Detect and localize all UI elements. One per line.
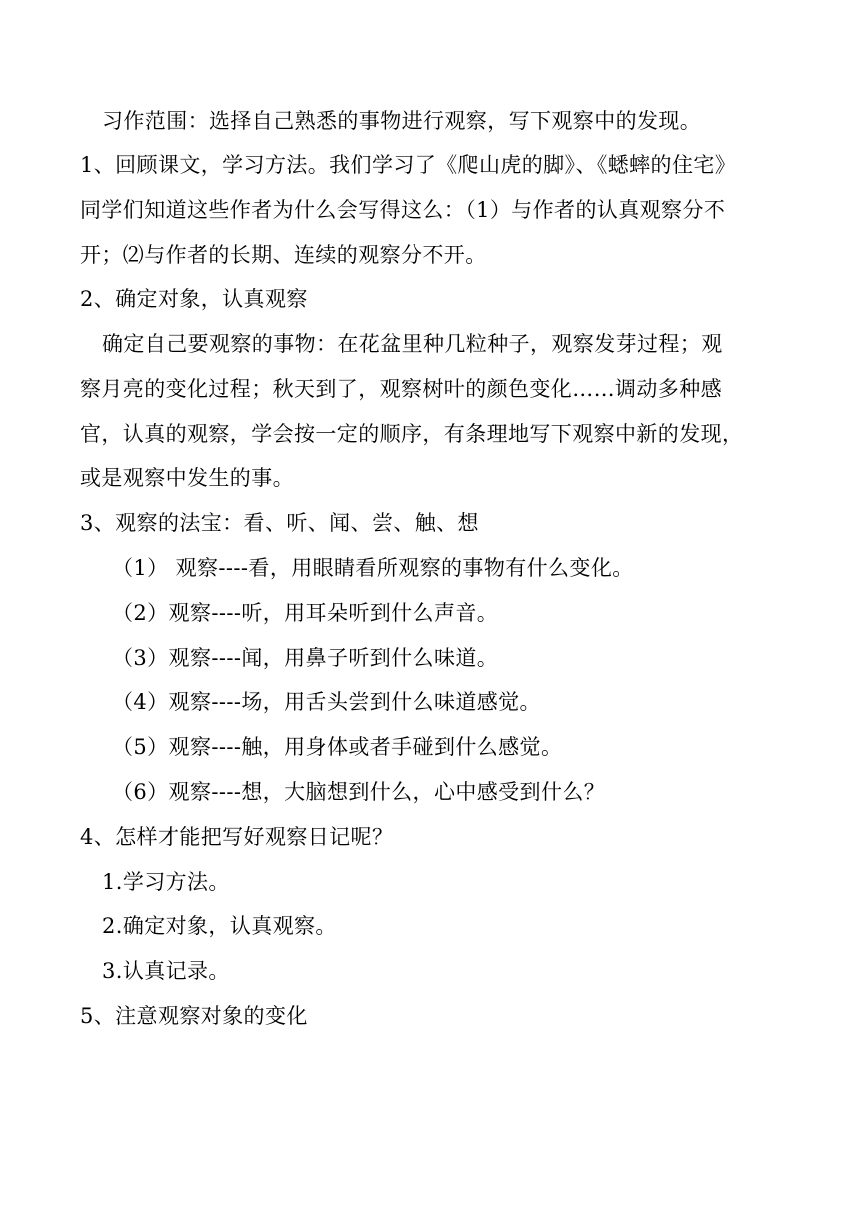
- section-3-item-3: （3）观察----闻，用鼻子听到什么味道。: [112, 646, 499, 670]
- section-3-heading: 3、观察的法宝：看、听、闻、尝、触、想: [80, 511, 479, 535]
- section-3-item-4: （4）观察----场，用舌头尝到什么味道感觉。: [112, 690, 541, 714]
- section-5-heading: 5、注意观察对象的变化: [80, 1004, 308, 1028]
- section-1-line-3: 开；⑵与作者的长期、连续的观察分不开。: [80, 243, 487, 267]
- section-4-item-1: 1.学习方法。: [102, 870, 230, 894]
- section-2-line-1: 确定自己要观察的事物：在花盆里种几粒种子，观察发芽过程；观: [102, 332, 723, 356]
- section-3-item-1: （1） 观察----看，用眼睛看所观察的事物有什么变化。: [112, 556, 634, 580]
- section-4-item-3: 3.认真记录。: [102, 959, 230, 983]
- section-2-line-4: 或是观察中发生的事。: [80, 466, 294, 490]
- intro-paragraph: 习作范围：选择自己熟悉的事物进行观察，写下观察中的发现。: [102, 109, 702, 133]
- section-1-line-1: 1、回顾课文，学习方法。我们学习了《爬山虎的脚》、《蟋蟀的住宅》: [80, 153, 737, 177]
- section-3-item-6: （6）观察----想，大脑想到什么，心中感受到什么？: [112, 780, 606, 804]
- section-4-item-2: 2.确定对象，认真观察。: [102, 914, 337, 938]
- section-4-heading: 4、怎样才能把写好观察日记呢？: [80, 825, 394, 849]
- section-2-line-3: 官，认真的观察，学会按一定的顺序，有条理地写下观察中新的发现，: [80, 422, 744, 446]
- section-3-item-2: （2）观察----听，用耳朵听到什么声音。: [112, 601, 499, 625]
- section-2-line-2: 察月亮的变化过程；秋天到了，观察树叶的颜色变化……调动多种感: [80, 377, 722, 401]
- section-2-heading: 2、确定对象，认真观察: [80, 287, 308, 311]
- section-1-line-2: 同学们知道这些作者为什么会写得这么：（1）与作者的认真观察分不: [80, 198, 726, 222]
- section-3-item-5: （5）观察----触，用身体或者手碰到什么感觉。: [112, 735, 563, 759]
